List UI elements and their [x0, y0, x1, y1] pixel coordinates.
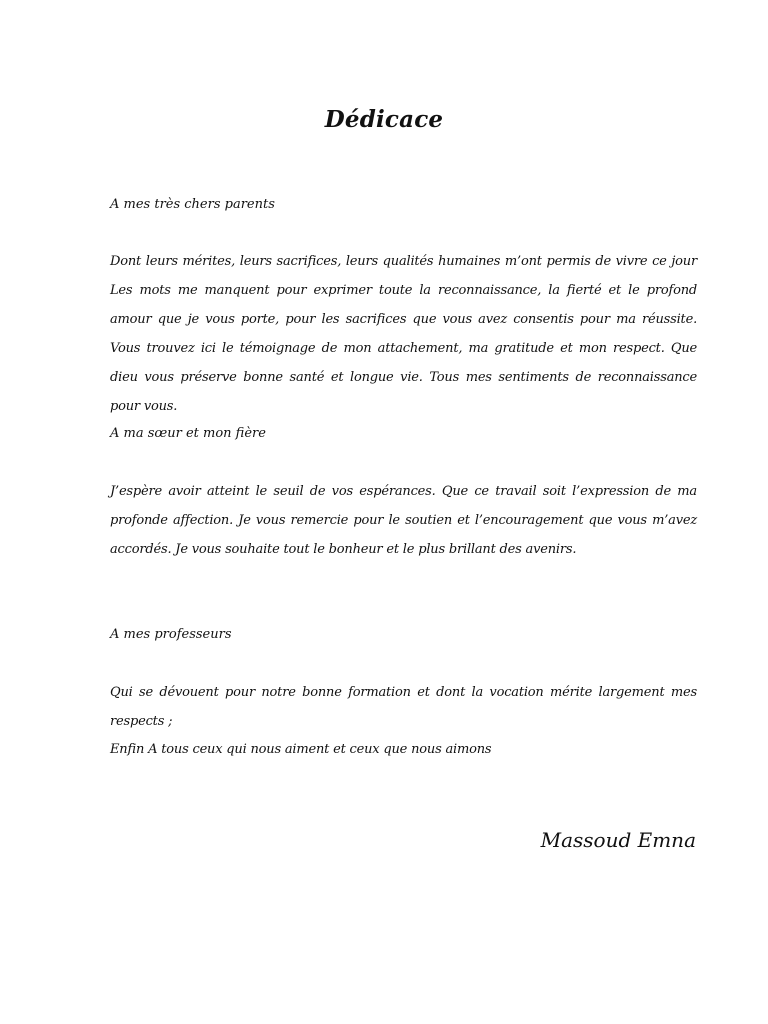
section-heading-parents: A mes très chers parents — [110, 197, 275, 212]
section-text-professors: Qui se dévouent pour notre bonne formation et dont la vocation mérite largement mes respects ; — [110, 685, 697, 729]
section-text-siblings: J’espère avoir atteint le seuil de vos espérances. Que ce travail soit l’expression de ma profonde affection. Je vous remercie pour le soutien et l’encouragement que vous m’avez accordés. Je vous souhaite tout le bonheur et le plus brillant des avenirs. — [110, 484, 697, 557]
closing-line: Enfin A tous ceux qui nous aiment et ceux que nous aimons — [110, 742, 492, 757]
page-title: Dédicace — [324, 106, 444, 133]
section-text-parents: Dont leurs mérites, leurs sacrifices, leurs qualités humaines m’ont permis de vivre ce jour Les mots me manquent pour exprimer toute la reconnaissance, la fierté et le profond amour que je vous porte, pour les sacrifices que vous avez consentis pour ma réussite. Vous trouvez ici le témoignage de mon attachement, ma gratitude et mon respect. Que dieu vous préserve bonne santé et longue vie. Tous mes sentiments de reconnaissance pour vous. — [110, 254, 697, 414]
section-heading-siblings: A ma sœur et mon fière — [110, 426, 266, 441]
signature: Massoud Emna — [540, 828, 696, 852]
section-heading-professors: A mes professeurs — [110, 627, 232, 642]
